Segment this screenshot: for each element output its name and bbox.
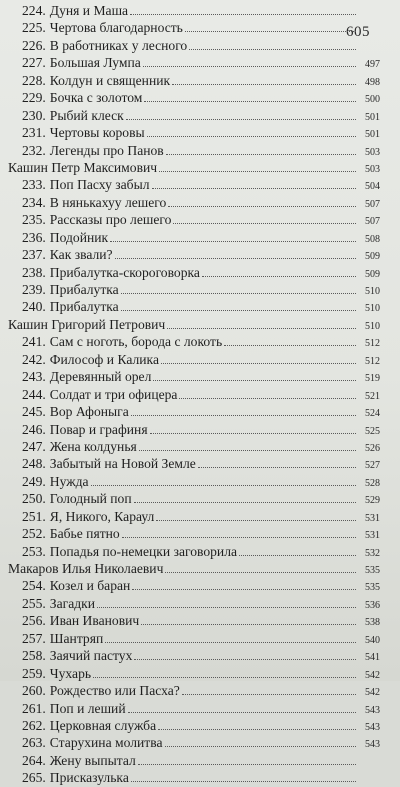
toc-dot-leader [185,21,356,32]
toc-page-number: 527 [365,460,380,472]
toc-dot-leader [202,266,356,277]
toc-page-number: 510 [365,320,380,332]
toc-entry [8,647,380,664]
toc-entry-title: Прибалутка-скороговорка [49,264,200,280]
toc-entry-title: Чертовы коровы [49,125,145,141]
toc-page-number: 509 [365,251,380,263]
toc-dot-leader [139,440,356,451]
toc-entry-title: Козел и баран [49,578,131,594]
toc-entry-number: 229. [22,90,46,106]
toc-entry [8,577,380,594]
toc-page-number: 501 [365,129,380,141]
toc-page-number: 526 [365,442,380,454]
toc-page-number: 512 [365,338,380,350]
toc-dot-leader [138,754,356,765]
toc-entry-number: 247. [22,438,46,454]
toc-entry-title: Голодный поп [49,491,132,507]
toc-entry [8,543,380,560]
toc-entry-number: 225. [22,20,46,36]
toc-page-number: 521 [365,390,380,402]
toc-dot-leader [93,667,356,678]
toc-entry-number: 253. [22,543,46,559]
toc-entry [8,107,380,124]
toc-entry [8,211,380,228]
toc-entry [8,490,380,507]
toc-page-number: 498 [365,76,380,88]
toc-dot-leader [134,492,356,503]
toc-entry [8,264,380,281]
toc-entry-number: 258. [22,648,46,664]
toc-page-number: 503 [365,163,380,175]
toc-dot-leader [115,248,356,259]
toc-entry-number: 232. [22,142,46,158]
toc-entry-title: Легенды про Панов [49,142,164,158]
toc-page-number: 510 [365,303,380,315]
toc-entry-number: 228. [22,72,46,88]
toc-dot-leader [131,771,356,782]
toc-entry-number: 237. [22,247,46,263]
toc-entry-number: 259. [22,665,46,681]
toc-page-number: 510 [365,286,380,297]
toc-entry [8,734,380,751]
toc-entry-number: 243. [22,369,46,385]
toc-entry [8,351,380,368]
toc-entry-number: 241. [22,334,46,350]
toc-page-number: 538 [365,617,380,629]
toc-dot-leader [239,545,356,556]
toc-dot-leader [189,39,356,50]
toc-dot-leader [97,597,356,608]
toc-entry [8,333,380,350]
toc-entry [8,176,380,193]
toc-dot-leader [179,388,356,399]
toc-entry [8,525,380,542]
toc-entry-title: Загадки [49,595,96,611]
toc-entry [8,403,380,420]
toc-author-heading [8,316,380,333]
toc-entry-number: 244. [22,386,46,402]
toc-entry-number: 231. [22,125,46,141]
toc-entry [8,612,380,629]
toc-entry [8,717,380,734]
toc-entry [8,54,380,71]
toc-page-number: 512 [365,355,380,367]
toc-entry-title: Вор Афоныга [49,404,129,420]
toc-entry-title: Бабье пятно [49,526,120,542]
toc-entry [8,194,380,211]
toc-entry [8,752,380,769]
toc-entry-title: Церковная служба [49,717,157,733]
toc-entry-number: 257. [22,630,46,646]
toc-page-number: 531 [365,530,380,542]
toc-page-number: 507 [365,198,380,210]
toc-entry [8,2,380,19]
toc-entry-number: 234. [22,194,46,210]
toc-entry-title: Прибалутка [49,282,119,297]
toc-entry-number: 262. [22,717,46,733]
toc-dot-leader [224,335,356,346]
toc-entry-number: 242. [22,351,46,367]
toc-dot-leader [156,510,356,521]
toc-entry-title: Чухарь [49,665,92,681]
toc-page-number: 535 [365,582,380,594]
toc-entry-number: 227. [22,55,46,71]
toc-entry-number: 233. [22,177,46,193]
toc-entry-title: Колдун и священник [49,72,171,88]
toc-entry-title: В работниках у лесного [49,37,188,53]
toc-entry-title: Как звали? [49,247,113,263]
toc-entry [8,368,380,385]
toc-entry-number: 226. [22,37,46,53]
toc-entry [8,508,380,525]
toc-entry-number: 248. [22,456,46,472]
toc-entry-title: Бочка с золотом [49,90,143,106]
toc-entry-title: Прибалутка [49,299,119,315]
toc-entry-number: 249. [22,473,46,489]
toc-author-heading [8,159,380,176]
toc-entry-number: 261. [22,700,46,716]
toc-entry [8,682,380,699]
toc-dot-leader [131,405,356,416]
toc-page-number: 504 [365,181,380,193]
toc-dot-leader [168,196,356,207]
toc-page-number: 528 [365,477,380,489]
toc-author-name: Кашин Григорий Петрович [8,316,166,332]
toc-dot-leader [130,4,356,15]
toc-page-number: 543 [365,721,380,733]
toc-dot-leader [122,527,356,538]
toc-entry-number: 224. [22,3,46,18]
toc-entry [8,455,380,472]
toc-entry-title: Солдат и три офицера [49,386,178,402]
toc-page-number: 508 [365,233,380,245]
toc-page-number: 542 [365,669,380,681]
toc-entry-number: 265. [22,770,46,786]
toc-entry-number: 230. [22,107,46,123]
toc-entry-title: Жену выпытал [49,752,136,768]
toc-dot-leader [152,178,357,189]
toc-entry-number: 256. [22,613,46,629]
toc-dot-leader [153,370,356,381]
toc-page-number: 524 [365,408,380,420]
toc-entry-number: 235. [22,212,46,228]
toc-entry-title: Поп и леший [49,700,126,716]
toc-dot-leader [165,562,356,573]
toc-dot-leader [91,475,356,486]
toc-entry [8,473,380,490]
toc-dot-leader [165,736,356,747]
toc-entry-title: Нужда [49,473,89,489]
toc-author-heading [8,560,380,577]
toc-entry-number: 254. [22,578,46,594]
toc-entry-title: Жена колдунья [49,438,137,454]
toc-entry-title: Заячий пастух [49,648,133,664]
toc-page-number: 532 [365,547,380,559]
toc-entry-number: 264. [22,752,46,768]
toc-page-number: 525 [365,425,380,437]
toc-page-number: 500 [365,94,380,106]
toc-entry-number: 250. [22,491,46,507]
toc-dot-leader [132,579,356,590]
toc-entry-title: Рассказы про лешего [49,212,172,228]
toc-page-number: 519 [365,373,380,385]
toc-entry-title: Рождество или Пасха? [49,683,180,699]
toc-entry-number: 240. [22,299,46,315]
toc-entry-number: 263. [22,735,46,751]
toc-dot-leader [110,231,356,242]
toc-entry-title: Забытый на Новой Земле [49,456,196,472]
toc-entry-title: Повар и графиня [49,421,148,437]
toc-page-number: 529 [365,495,380,507]
toc-dot-leader [128,702,356,713]
toc-dot-leader [167,318,356,329]
toc-page-number: 536 [365,599,380,611]
toc-entry-title: В нянькахуу лешего [49,194,167,210]
toc-entry [8,246,380,263]
toc-dot-leader [147,126,356,137]
toc-page-number: 535 [365,565,380,576]
table-of-contents [8,2,380,787]
toc-page-number: 501 [365,111,380,123]
toc-entry [8,19,380,36]
toc-page-number: 541 [365,652,380,664]
toc-entry-title: Большая Лумпа [49,55,141,71]
toc-entry [8,72,380,89]
toc-dot-leader [158,719,356,730]
toc-dot-leader [150,423,356,434]
toc-entry-title: Шантряп [49,630,104,646]
toc-page-number: 540 [365,634,380,646]
toc-author-name: Макаров Илья Николаевич [8,561,164,576]
toc-entry [8,421,380,438]
toc-page-number: 542 [365,687,380,699]
toc-entry-title: Чертова благодарность [49,20,183,36]
toc-entry-number: 238. [22,264,46,280]
toc-entry [8,665,380,682]
toc-dot-leader [105,632,356,643]
toc-entry [8,229,380,246]
toc-dot-leader [166,144,356,155]
toc-entry-title: Дуня и Маша [49,3,129,18]
toc-entry-number: 236. [22,229,46,245]
toc-dot-leader [126,109,356,120]
toc-page-number: 503 [365,146,380,158]
toc-dot-leader [161,353,356,364]
toc-entry [8,386,380,403]
toc-page-number: 531 [365,512,380,524]
toc-page-number: 543 [365,704,380,716]
toc-entry-title: Присказулька [49,770,129,786]
toc-entry-number: 251. [22,508,46,524]
toc-entry [8,595,380,612]
toc-dot-leader [134,649,356,660]
toc-page-number: 509 [365,268,380,280]
toc-entry-number: 246. [22,421,46,437]
toc-entry [8,89,380,106]
toc-entry-number: 245. [22,404,46,420]
toc-dot-leader [182,684,356,695]
toc-entry-title: Философ и Калика [49,351,159,367]
toc-dot-leader [144,91,356,102]
toc-entry-title: Рыбий клеск [49,107,124,123]
page-number: 605 [346,24,370,40]
toc-author-name: Кашин Петр Максимович [8,159,158,175]
toc-page-number: 543 [365,739,380,751]
toc-entry-title: Попадья по-немецки заговорила [49,543,238,559]
toc-entry-title: Подойник [49,229,109,245]
toc-entry-title: Сам с ноготь, борода с локоть [49,334,223,350]
toc-entry-title: Старухина молитва [49,735,163,751]
toc-entry-number: 260. [22,683,46,699]
toc-entry-title: Поп Пасху забыл [49,177,150,193]
toc-entry [8,769,380,786]
toc-entry [8,700,380,717]
toc-dot-leader [159,161,356,172]
toc-dot-leader [173,213,356,224]
toc-entry [8,438,380,455]
toc-dot-leader [143,56,356,67]
toc-dot-leader [198,457,356,468]
toc-dot-leader [121,283,356,294]
toc-entry [8,124,380,141]
toc-dot-leader [141,614,356,625]
toc-entry-number: 239. [22,282,46,297]
toc-page-number: 507 [365,216,380,228]
toc-page-number: 497 [365,59,380,71]
toc-entry-number: 252. [22,526,46,542]
toc-entry-title: Иван Иванович [49,613,140,629]
toc-entry-title: Деревянный орел [49,369,152,385]
toc-entry [8,298,380,315]
toc-entry [8,630,380,647]
toc-entry [8,142,380,159]
toc-dot-leader [172,74,356,85]
toc-entry [8,281,380,298]
toc-entry-number: 255. [22,595,46,611]
toc-entry-title: Я, Никого, Караул [49,508,155,524]
toc-entry [8,37,380,54]
toc-dot-leader [121,300,356,311]
